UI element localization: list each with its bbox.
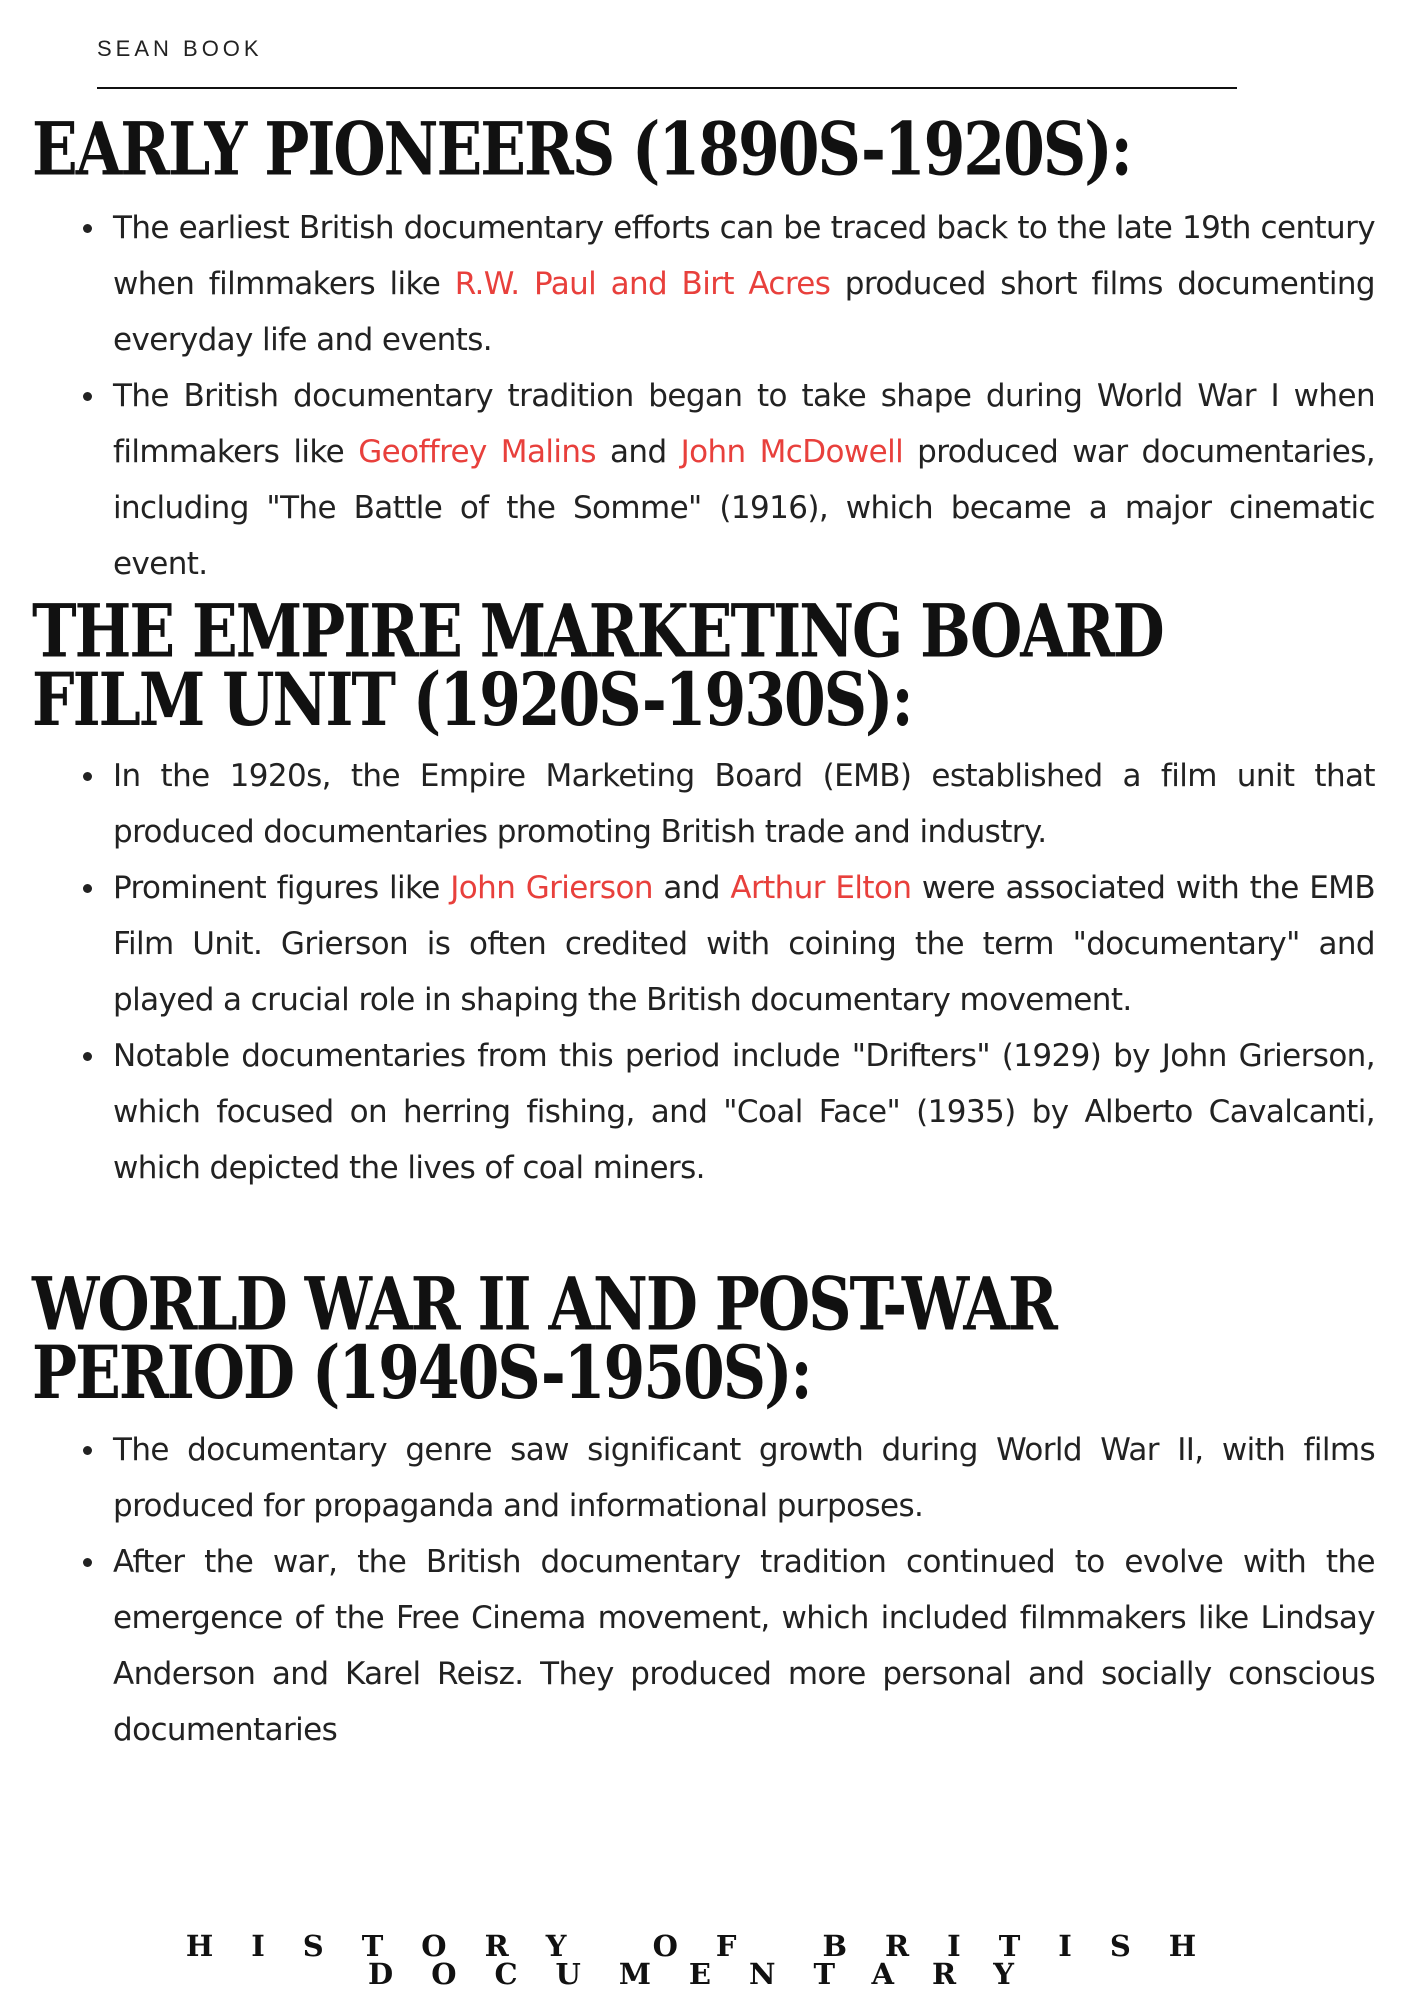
highlighted-name: Arthur Elton xyxy=(730,870,912,906)
bullet-text: were associated with the EMB Film Unit. Grierson is often credited with coining the term "documentary" and played a crucial role in shaping the British documentary movement. xyxy=(113,870,1376,1018)
list-item xyxy=(113,368,1375,592)
header-divider xyxy=(97,87,1237,89)
section-heading-empire-marketing-board: THE EMPIRE MARKETING BOARD FILM UNIT (1920S-1930S): xyxy=(32,589,1163,744)
highlighted-name: John McDowell xyxy=(680,434,904,470)
list-item xyxy=(113,1534,1375,1758)
author-name: SEAN BOOK xyxy=(97,36,263,61)
bullet-text: The documentary genre saw significant growth during World War II, with films produced for propaganda and informational purposes. xyxy=(113,1432,1375,1524)
bullet-text: and xyxy=(595,434,681,470)
bullet-list-world-war-ii xyxy=(113,1422,1375,1758)
section-heading-world-war-ii: WORLD WAR II AND POST-WAR PERIOD (1940S-1950S): xyxy=(32,1262,1056,1417)
highlighted-name: John Grierson xyxy=(450,870,653,906)
highlighted-name: Geoffrey Malins xyxy=(358,434,596,470)
bullet-list-early-pioneers xyxy=(113,200,1375,592)
bullet-text: The British documentary tradition began to take shape during World War I when filmmakers like xyxy=(113,378,1375,470)
list-item xyxy=(113,860,1375,1028)
bullet-text: Prominent figures like xyxy=(113,870,451,906)
bullet-list-empire-marketing-board xyxy=(113,748,1375,1196)
list-item xyxy=(113,200,1375,368)
list-item xyxy=(113,1028,1375,1196)
bullet-text: Notable documentaries from this period include "Drifters" (1929) by John Grierson, which focused on herring fishing, and "Coal Face" (1935) by Alberto Cavalcanti, which depicted the lives of coal miners. xyxy=(113,1038,1375,1186)
highlighted-name: R.W. Paul and Birt Acres xyxy=(454,266,831,302)
bullet-text: and xyxy=(652,870,731,906)
bullet-text: produced short films documenting everyday life and events. xyxy=(113,266,1375,358)
bullet-text: The earliest British documentary efforts can be traced back to the late 19th century when filmmakers like xyxy=(113,210,1375,302)
bullet-text: After the war, the British documentary tradition continued to evolve with the emergence of the Free Cinema movement, which included filmmakers like Lindsay Anderson and Karel Reisz. They produced more personal and socially conscious documentaries xyxy=(113,1544,1375,1748)
bullet-text: produced war documentaries, including "The Battle of the Somme" (1916), which became a major cinematic event. xyxy=(113,434,1375,582)
section-heading-early-pioneers: EARLY PIONEERS (1890S-1920S): xyxy=(32,107,1131,193)
list-item xyxy=(113,1422,1375,1534)
bullet-text: In the 1920s, the Empire Marketing Board (EMB) established a film unit that produced documentaries promoting British trade and industry. xyxy=(113,758,1375,850)
list-item xyxy=(113,748,1375,860)
footer-title: HISTORY OF BRITISH DOCUMENTARY xyxy=(185,1929,1235,1991)
